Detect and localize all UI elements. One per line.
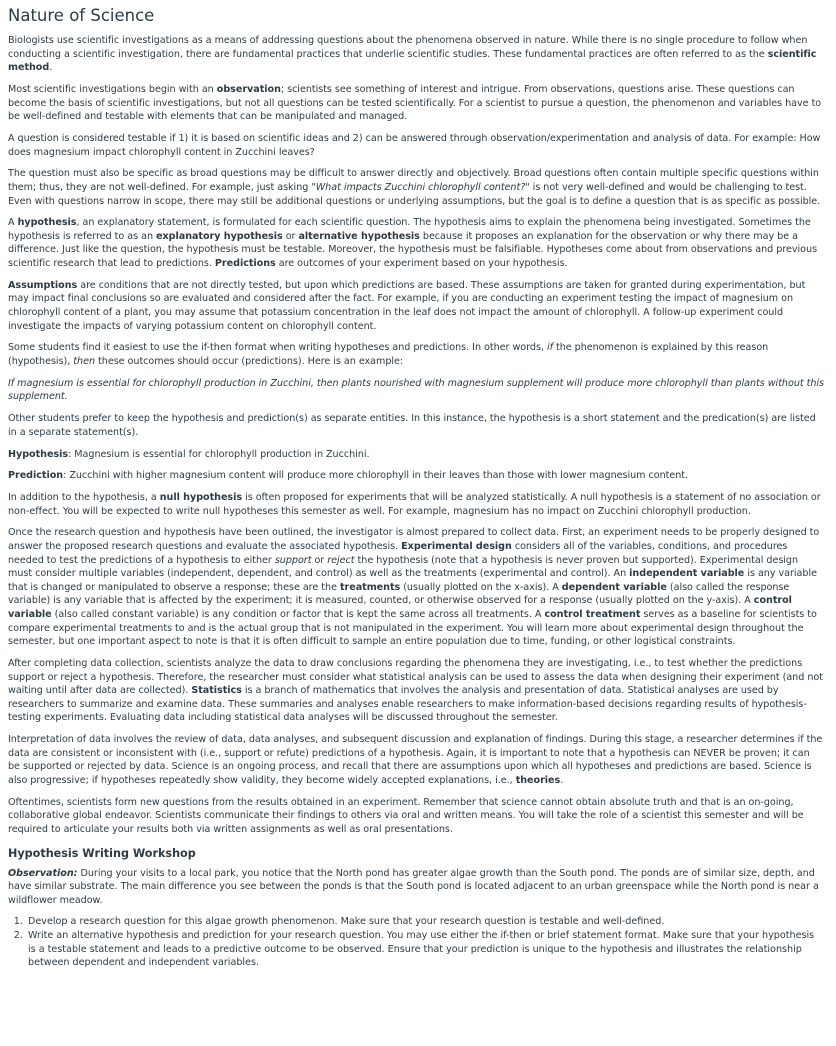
paragraph (8, 412, 824, 439)
paragraph (8, 657, 824, 725)
bold-term: theories (515, 774, 561, 786)
text-run: the phenomenon is explained by this reason (hypothesis), (8, 342, 769, 367)
italic-text: support (274, 554, 312, 566)
article-body (8, 34, 824, 837)
text-run: ; scientists see something of interest and intrigue. From observations, questions arise. These questions can become the basis of scientific investigations, but not all questions can be tested scientifically. For a scientist to pursue a question, the phenomenon and variables have to be well-defined and testable with elements that can be manipulated and managed. (8, 83, 822, 123)
italic-text: What impacts Zucchini chlorophyll content? (315, 181, 526, 193)
text-run: or (311, 554, 328, 566)
italic-text: then (73, 356, 96, 367)
text-run: or (282, 230, 299, 242)
paragraph (8, 83, 824, 124)
text-run: During your visits to a local park, you notice that the North pond has greater algae growth than the South pond. The ponds are of similar size, depth, and have similar substrate. The main difference you see between the ponds is that the South pond is located adjacent to an urban greenspace while the North pond is near a wildflower meadow. (8, 867, 819, 906)
text-run: In addition to the hypothesis, a (8, 492, 160, 504)
italic-text: If magnesium is essential for chlorophyll production in Zucchini, then plants nourished with magnesium supplement will produce more chlorophyll than plants without this supplement. (8, 377, 825, 403)
text-run: is a branch of mathematics that involves the analysis and presentation of data. Statistical analyses are used by researchers to summarize and examine data. These summaries and analyses enable researchers to make information-based decisions regarding results of hypothesis-testing experiments. Evaluating data including statistical data analyses will be discussed throughout the semester. (8, 685, 807, 724)
text-run: (also called the response variable) is any variable that is affected by the experiment; it is measured, counted, or otherwise observed for a response (usually plotted on the y-axis). A (8, 581, 790, 607)
text-run: are outcomes of your experiment based on your hypothesis. (275, 258, 568, 270)
hypothesis-example (8, 448, 824, 462)
paragraph (8, 279, 824, 333)
paragraph (8, 167, 824, 208)
text-run: The question must also be specific as broad questions may be difficult to answer directly and objectively. Broad questions often contain multiple specific questions within them; thus, they are not well-defined. For example, just asking " (8, 168, 819, 193)
text-run: Other students prefer to keep the hypothesis and prediction(s) as separate entities. In this instance, the hypothesis is a short statement and the predication(s) are listed in a separate statement(s). (8, 413, 816, 438)
text-run: these outcomes should occur (predictions). Here is an example: (95, 356, 404, 367)
workshop-task-list (8, 915, 824, 969)
example-statement (8, 377, 824, 404)
text-run: (usually plotted on the x-axis). A (400, 581, 562, 593)
label-term: Observation: (8, 867, 78, 879)
text-run: : Zucchini with higher magnesium content will produce more chlorophyll in their leaves than those with lower magnesium content. (63, 470, 689, 482)
workshop-heading: Hypothesis Writing Workshop (8, 846, 196, 860)
list-item: 1. Develop a research question for this algae growth phenomenon. Make sure that your research question is testable and well-defined. (26, 915, 824, 929)
bold-term: Hypothesis (8, 448, 69, 460)
bold-term: Assumptions (8, 279, 78, 291)
text-run: After completing data collection, scientists analyze the data to draw conclusions regarding the phenomena they are investigating, i.e., to test whether the predictions support or reject a hypothesis. Therefore, the researcher must consider what statistical analysis can be used to assess the data when designing their experiment (and not waiting until after data are collected). (8, 658, 823, 697)
italic-text: reject (327, 554, 355, 566)
bold-term: treatments (339, 581, 401, 593)
paragraph (8, 216, 824, 270)
text-run: considers all of the variables, conditions, and procedures needed to test the predictions of a hypothesis to either (8, 541, 788, 566)
paragraph (8, 132, 824, 159)
bold-term: independent variable (629, 568, 745, 580)
bold-term: control treatment (544, 609, 641, 621)
list-item: 2. Write an alternative hypothesis and prediction for your research question. You may use either the if-then or brief statement format. Make sure that your hypothesis is a testable statement and leads to a predictive outcome to be observed. Ensure that your prediction is unique to the hypothesis and illustrates the relationship between dependent and independent variables. (26, 929, 824, 970)
bold-term: dependent variable (561, 581, 667, 593)
page-title: Nature of Science (8, 6, 155, 25)
text-run: Most scientific investigations begin with an (8, 83, 217, 95)
text-run: are conditions that are not directly tested, but upon which predictions are based. These assumptions are taken for granted during experimentation, but may impact final conclusions so are evaluated and considered after the fact. For example, if you are conducting an experiment testing the impact of magnesium on chlorophyll content of a plant, you may assume that potassium concentration in the leaf does not impact the amount of chlorophyll. A follow-up experiment could investigate the impacts of varying potassium content on chlorophyll content. (8, 279, 806, 332)
bold-term: scientific method (8, 48, 817, 74)
text-run: Interpretation of data involves the review of data, data analyses, and subsequent discussion and explanation of findings. During this stage, a researcher determines if the data are consistent or inconsistent with (i.e., support or refute) predictions of a hypothesis. Again, it is important to note that a hypothesis can NEVER be proven; it can be supported or rejected by data. Science is an ongoing process, and recall that there are assumptions upon which all hypotheses and predictions are based. Science is also progressive; if hypotheses repeatedly show validity, they become widely accepted explanations, i.e., (8, 734, 823, 786)
text-run: is often proposed for experiments that will be analyzed statistically. A null hypothesis is a statement of no association or non-effect. You will be expected to write null hypotheses this semester as well. For example, magnesium has no impact on Zucchini chlorophyll production. (8, 492, 821, 517)
paragraph (8, 341, 824, 368)
text-run: (also called constant variable) is any condition or factor that is kept the same across all treatments. A (51, 609, 545, 621)
text-run: Once the research question and hypothesis have been outlined, the investigator is almost prepared to collect data. First, an experiment needs to be properly designed to answer the proposed research questions and evaluate the associated hypothesis. (8, 527, 820, 553)
bold-term: alternative hypothesis (298, 230, 420, 242)
text-run: serves as a baseline for scientists to compare experimental treatments to and is the actual group that is not manipulated in the experiment. You will learn more about experimental design throughout the semester, but one important aspect to note is that it is often difficult to sample an entire population due to time, funding, or other logistical constraints. (8, 609, 817, 648)
text-run: Some students find it easiest to use the if-then format when writing hypotheses and predictions. In other words, (8, 342, 547, 354)
bold-term: null hypothesis (159, 492, 243, 504)
text-run: . (49, 62, 53, 74)
text-run: , an explanatory statement, is formulated for each scientific question. The hypothesis aims to explain the phenomena being investigated. Sometimes the hypothesis is referred to as an (8, 217, 811, 242)
text-run: is any variable that is changed or manipulated to observe a response; these are the (8, 568, 817, 593)
workshop-observation (8, 867, 824, 908)
bold-term: control variable (8, 595, 792, 621)
bold-term: Predictions (214, 258, 276, 270)
bold-term: Experimental design (401, 541, 512, 553)
text-run: because it proposes an explanation for the observation or why there may be a difference. Just like the question, the hypothesis must be testable. Moreover, the hypothesis must be falsifiable. Hypotheses come about from observations and previous scientific research that lead to predictions. (8, 230, 818, 270)
text-run: : Magnesium is essential for chlorophyll production in Zucchini. (68, 448, 370, 460)
paragraph (8, 796, 824, 837)
text-run: A question is considered testable if 1) it is based on scientific ideas and 2) can be answered through observation/experimentation and analysis of data. For example: How does magnesium impact chlorophyll content in Zucchini leaves? (8, 132, 821, 158)
paragraph (8, 34, 824, 75)
text-run: A (8, 217, 18, 229)
bold-term: Statistics (191, 685, 242, 697)
text-run: the hypothesis (note that a hypothesis is never proven but supported). Experimental design must consider multiple variables (independent, dependent, and control) as well as the treatments (experimental and control). An (8, 554, 799, 580)
paragraph (8, 526, 824, 648)
paragraph (8, 733, 824, 787)
paragraph (8, 491, 824, 518)
text-run: " is not very well-defined and would be challenging to test. Even with questions narrow in scope, there may still be additional questions or underlying assumptions, but the goal is to define a question that is as specific as possible. (8, 181, 821, 207)
italic-text: if (546, 342, 553, 354)
bold-term: explanatory hypothesis (156, 230, 283, 242)
text-run: . (560, 774, 564, 786)
bold-term: Prediction (8, 470, 64, 482)
bold-term: observation (216, 83, 281, 95)
text-run: Biologists use scientific investigations as a means of addressing questions about the phenomena observed in nature. While there is no single procedure to follow when conducting a scientific investigation, there are fundamental practices that underlie scientific studies. These fundamental practices are often referred to as the (8, 35, 808, 60)
prediction-example (8, 469, 824, 483)
text-run: Oftentimes, scientists form new questions from the results obtained in an experiment. Remember that science cannot obtain absolute truth and that is an on-going, collaborative global endeavor. Scientists communicate their findings to others via oral and written means. You will take the role of a scientist this semester and will be required to articulate your results both via written assignments as well as oral presentations. (8, 796, 804, 835)
bold-term: hypothesis (17, 217, 77, 229)
